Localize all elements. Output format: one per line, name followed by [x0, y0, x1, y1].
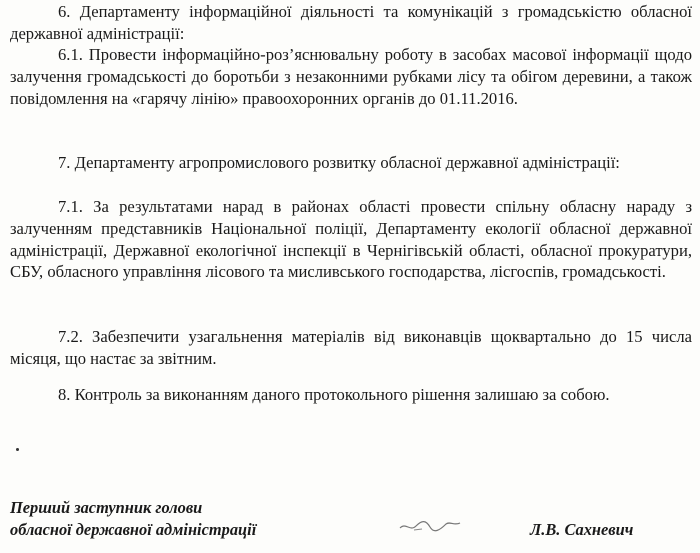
- signatory-name: Л.В. Сахневич: [530, 520, 634, 539]
- paragraph-7: 7. Департаменту агропромислового розвитку обласної державної адміністрації:: [58, 153, 620, 172]
- signatory-position-line1: Перший заступник голови: [10, 498, 203, 517]
- handwritten-signature: [396, 514, 466, 536]
- paragraph-7-2: 7.2. Забезпечити узагальнення матеріалів від виконавців щоквартально до 15 числа місяця, що настає за звітним.: [10, 327, 692, 368]
- ink-dot: [16, 448, 19, 451]
- paragraph-6-1: 6.1. Провести інформаційно-роз’яснювальну роботу в засобах масової інформації щодо залучення громадськості до боротьби з незаконними рубками лісу та обігом деревини, а також повідомлення на «гарячу лінію» правоохоронних органів до 01.11.2016.: [10, 45, 692, 108]
- paragraph-8: 8. Контроль за виконанням даного протокольного рішення залишаю за собою.: [58, 385, 610, 404]
- paragraph-7-1: 7.1. За результатами нарад в районах області провести спільну обласну нараду з залученням представників Національної поліції, Департаменту екології обласної державної адміністрації, Державної екологічної інспекції в Чернігівській області, обласної прокуратури, СБУ, обласного управління лісового та мисливського господарства, лісгоспів, громадськості.: [10, 197, 692, 282]
- paragraph-6: 6. Департаменту інформаційної діяльності та комунікацій з громадськістю обласної державної адміністрації:: [10, 2, 692, 43]
- signatory-position: [10, 497, 256, 541]
- signatory-position-line2: обласної державної адміністрації: [10, 520, 257, 539]
